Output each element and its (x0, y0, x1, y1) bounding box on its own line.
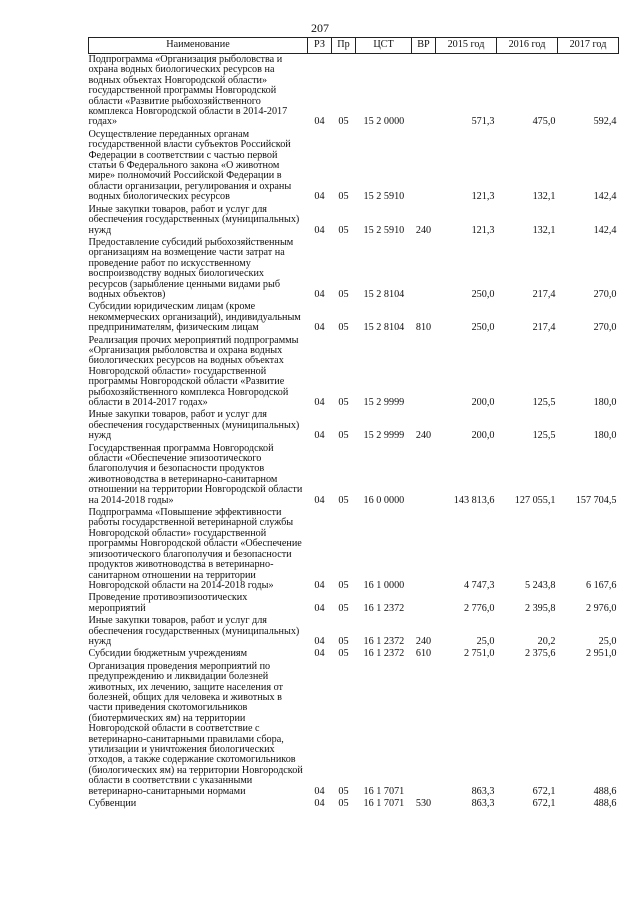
row-value-2015: 25,0 (476, 635, 495, 647)
row-pr: 05 (338, 430, 349, 442)
row-vr (412, 507, 436, 592)
row-value-2015: 121,3 (471, 191, 495, 203)
row-value-2016: 127 055,1 (514, 494, 556, 506)
row-value-2015: 2 776,0 (463, 602, 495, 614)
header-rz: РЗ (308, 38, 332, 54)
row-pr: 05 (338, 648, 349, 660)
row-value-2016: 217,4 (532, 288, 556, 300)
row-rz: 04 (314, 579, 325, 591)
row-value-2015: 250,0 (471, 322, 495, 334)
row-rz: 04 (314, 785, 325, 797)
row-value-2016: 475,0 (532, 116, 556, 128)
row-cst: 16 0 0000 (363, 494, 405, 506)
row-cst: 15 2 5910 (363, 224, 405, 236)
row-vr: 810 (415, 322, 432, 334)
row-value-2017: 270,0 (593, 322, 617, 334)
row-cst: 16 1 2372 (363, 635, 405, 647)
row-pr: 05 (338, 785, 349, 797)
row-pr: 05 (338, 397, 349, 408)
row-value-2017: 180,0 (593, 397, 617, 408)
row-vr: 610 (415, 648, 432, 660)
row-rz: 04 (314, 288, 325, 300)
row-rz: 04 (314, 430, 325, 442)
row-value-2016: 132,1 (532, 191, 556, 203)
row-value-2015: 863,3 (471, 798, 495, 810)
row-value-2016: 125,5 (532, 430, 556, 442)
row-value-2015: 863,3 (471, 785, 495, 797)
table-row (89, 54, 619, 129)
row-pr: 05 (338, 288, 349, 300)
row-value-2015: 250,0 (471, 288, 495, 300)
row-value-2016: 132,1 (532, 224, 556, 236)
row-cst: 15 2 9999 (363, 397, 405, 408)
table-row (89, 592, 619, 615)
table-row (89, 615, 619, 648)
row-value-2017: 157 704,5 (575, 494, 617, 506)
row-rz: 04 (314, 397, 325, 408)
row-pr: 05 (338, 322, 349, 334)
row-rz: 04 (314, 191, 325, 203)
row-value-2017: 592,4 (593, 116, 617, 128)
row-rz: 04 (314, 116, 325, 128)
table-row (89, 409, 619, 442)
row-vr: 240 (415, 635, 432, 647)
row-name: Иные закупки товаров, работ и услуг для обеспечения государственных (муниципальных) нужд (88, 203, 300, 236)
row-rz: 04 (314, 648, 325, 660)
row-vr (412, 592, 436, 615)
row-value-2015: 200,0 (471, 430, 495, 442)
row-cst: 16 1 2372 (363, 648, 405, 660)
row-value-2015: 2 751,0 (463, 648, 495, 660)
table-row (89, 129, 619, 204)
row-vr (412, 237, 436, 301)
row-value-2016: 2 375,6 (524, 648, 556, 660)
row-cst: 15 2 0000 (363, 116, 405, 128)
row-vr (412, 335, 436, 410)
row-cst: 16 1 0000 (363, 579, 405, 591)
table-row (89, 648, 619, 660)
row-value-2017: 270,0 (593, 288, 617, 300)
row-name: Субвенции (88, 798, 137, 810)
row-value-2017: 142,4 (593, 224, 617, 236)
row-value-2015: 571,3 (471, 116, 495, 128)
row-value-2016: 672,1 (532, 798, 556, 810)
row-name: Проведение противоэпизоотических мероприятий (88, 592, 248, 614)
row-rz: 04 (314, 224, 325, 236)
table-row (89, 443, 619, 507)
row-pr: 05 (338, 224, 349, 236)
row-value-2016: 672,1 (532, 785, 556, 797)
row-value-2017: 488,6 (593, 785, 617, 797)
row-value-2017: 25,0 (598, 635, 617, 647)
row-pr: 05 (338, 602, 349, 614)
row-pr: 05 (338, 579, 349, 591)
header-name: Наименование (89, 38, 308, 54)
header-cst: ЦСТ (356, 38, 412, 54)
row-name: Субсидии бюджетным учреждениям (88, 648, 248, 660)
row-value-2016: 2 395,8 (524, 602, 556, 614)
row-value-2015: 200,0 (471, 397, 495, 408)
row-pr: 05 (338, 798, 349, 810)
header-pr: Пр (332, 38, 356, 54)
row-vr (412, 443, 436, 507)
row-vr (412, 129, 436, 204)
row-pr: 05 (338, 635, 349, 647)
row-name: Государственная программа Новгородской области «Обеспечение эпизоотического благополучия и безопасности продуктов животноводства в ветеринарно-санитарном отношении на территории Новгородской области на 2014-2018 годы» (88, 442, 303, 506)
row-rz: 04 (314, 602, 325, 614)
row-cst: 16 1 7071 (363, 798, 405, 810)
row-name: Предоставление субсидий рыбохозяйственным организациям на возмещение части затрат на проведение работ по искусственному воспроизводству водных биологических ресурсов (зарыбление ценными видами рыб водных объектов) (88, 236, 294, 300)
row-name: Осуществление переданных органам государственной власти субъектов Российской Федерации в соответствии с частью первой статьи 6 Федерального закона «О животном мире» полномочий Российской Федерации в области организации, регулирования и охраны водных биологических ресурсов (88, 128, 292, 203)
table-row (89, 204, 619, 237)
row-pr: 05 (338, 494, 349, 506)
row-pr: 05 (338, 116, 349, 128)
row-cst: 15 2 8104 (363, 288, 405, 300)
header-2017: 2017 год (558, 38, 619, 54)
row-value-2015: 121,3 (471, 224, 495, 236)
table-row (89, 237, 619, 301)
row-cst: 15 2 8104 (363, 322, 405, 334)
row-name: Организация проведения мероприятий по предупреждению и ликвидации болезней животных, их лечению, защите населения от болезней, общих для человека и животных в части приведения скотомогильников (биотермических ям) на территории Новгородской области в соответствие с ветеринарно-санитарными правилами сбора, утилизации и уничтожения биологических отходов, а также содержание скотомогильников (биологических ям) на территории Новгородской области в соответствии с указанными ветеринарно-санитарными нормами (88, 660, 303, 797)
row-value-2016: 125,5 (532, 397, 556, 408)
row-vr: 530 (415, 798, 432, 810)
page-number: 207 (311, 21, 329, 35)
row-name: Иные закупки товаров, работ и услуг для обеспечения государственных (муниципальных) нужд (88, 409, 300, 442)
table-row (89, 798, 619, 810)
header-vr: ВР (412, 38, 436, 54)
row-cst: 16 1 7071 (363, 785, 405, 797)
row-value-2016: 20,2 (537, 635, 556, 647)
budget-table (88, 37, 619, 810)
row-name: Подпрограмма «Повышение эффективности работы государственной ветеринарной службы Новгородской области» государственной программы Новгородской области «Обеспечение эпизоотического благополучия и безопасности продуктов животноводства в ветеринарно-санитарном отношении на территории Новгородской области на 2014-2018 годы» (88, 507, 302, 591)
row-value-2015: 143 813,6 (453, 494, 495, 506)
row-value-2017: 142,4 (593, 191, 617, 203)
row-value-2015: 4 747,3 (463, 579, 495, 591)
table-row (89, 507, 619, 592)
row-cst: 15 2 9999 (363, 430, 405, 442)
row-rz: 04 (314, 635, 325, 647)
row-rz: 04 (314, 798, 325, 810)
row-vr: 240 (415, 224, 432, 236)
row-value-2016: 217,4 (532, 322, 556, 334)
row-name: Реализация прочих мероприятий подпрограммы «Организация рыболовства и охрана водных биологических ресурсов на водных объектах Новгородской области» государственной программы Новгородской области «Развитие рыбохозяйственного комплекса Новгородской области в 2014-2017 годах» (88, 334, 299, 408)
table-body (89, 54, 619, 811)
row-name: Подпрограмма «Организация рыболовства и охрана водных биологических ресурсов на водных объектах Новгородской области» государственной программы Новгородской области «Развитие рыбохозяйственного комплекса Новгородской области в 2014-2017 годах» (88, 54, 288, 128)
table-row (89, 335, 619, 410)
row-name: Субсидии юридическим лицам (кроме некоммерческих организаций), индивидуальным предпринимателям, физическим лицам (88, 301, 301, 334)
row-vr: 240 (415, 430, 432, 442)
row-value-2017: 180,0 (593, 430, 617, 442)
row-value-2017: 488,6 (593, 798, 617, 810)
table-row (89, 661, 619, 798)
row-rz: 04 (314, 494, 325, 506)
table-header (89, 38, 619, 54)
row-vr (412, 661, 436, 798)
row-pr: 05 (338, 191, 349, 203)
row-vr (412, 54, 436, 129)
header-2016: 2016 год (497, 38, 558, 54)
row-value-2017: 6 167,6 (585, 579, 617, 591)
header-2015: 2015 год (436, 38, 497, 54)
row-value-2017: 2 976,0 (585, 602, 617, 614)
row-value-2016: 5 243,8 (524, 579, 556, 591)
row-cst: 15 2 5910 (363, 191, 405, 203)
table-row (89, 301, 619, 334)
row-value-2017: 2 951,0 (585, 648, 617, 660)
row-cst: 16 1 2372 (363, 602, 405, 614)
row-rz: 04 (314, 322, 325, 334)
row-name: Иные закупки товаров, работ и услуг для обеспечения государственных (муниципальных) нужд (88, 615, 300, 647)
